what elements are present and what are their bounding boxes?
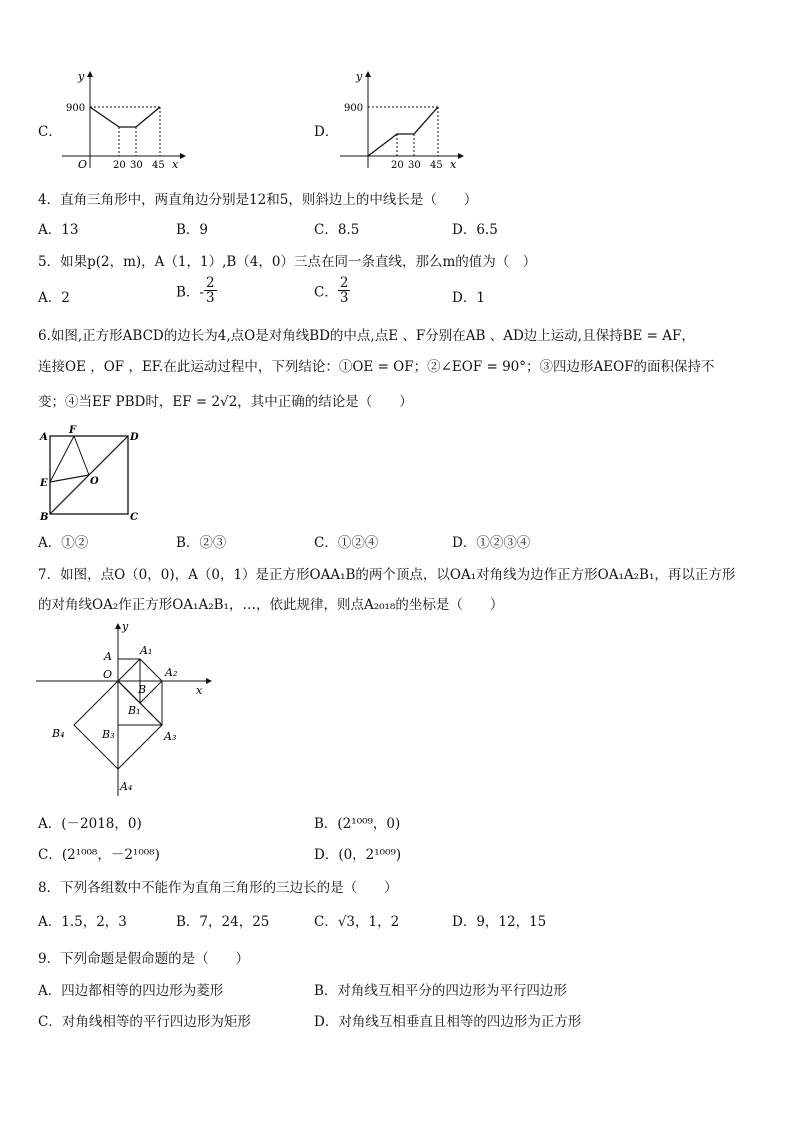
q4-option-b[interactable]: B．9 (176, 222, 209, 238)
q8-option-b[interactable]: B．7，24，25 (176, 914, 270, 930)
svg-text:900: 900 (344, 103, 364, 114)
q6-option-d[interactable]: D．①②③④ (452, 535, 531, 551)
q6-option-c[interactable]: C．①②④ (314, 535, 379, 551)
q3-option-c-label: C． (38, 124, 62, 140)
svg-text:C: C (130, 512, 138, 522)
svg-text:A₃: A₃ (164, 730, 177, 743)
q6-square-figure (38, 424, 148, 522)
svg-text:A₄: A₄ (120, 780, 133, 793)
q5-stem: 5．如果p(2，m)，A（1，1）,B（4，0）三点在同一条直线，那么m的值为（ ） (38, 254, 537, 270)
svg-text:B: B (40, 512, 49, 522)
q7-option-b[interactable]: B．(2¹⁰⁰⁹，0) (314, 816, 401, 832)
svg-text:E: E (40, 478, 48, 489)
svg-text:F: F (69, 425, 77, 436)
svg-text:A₂: A₂ (165, 666, 178, 679)
q9-option-c[interactable]: C．对角线相等的平行四边形为矩形 (38, 1014, 251, 1030)
svg-text:B₄: B₄ (52, 727, 65, 740)
q6-stem-line1: 6.如图,正方形ABCD的边长为4,点O是对角线BD的中点,点E 、F分别在AB 、AD边上运动,且保持BE = AF， (38, 328, 695, 344)
q4-stem: 4．直角三角形中，两直角边分别是12和5，则斜边上的中线长是（ ） (38, 192, 478, 208)
svg-text:y: y (356, 70, 363, 83)
q7-option-a[interactable]: A．(－2018，0) (38, 816, 142, 832)
svg-text:O: O (90, 476, 99, 487)
svg-text:A₁: A₁ (140, 644, 153, 657)
svg-text:20: 20 (391, 160, 404, 171)
svg-text:x: x (450, 158, 457, 171)
svg-text:B₃: B₃ (102, 728, 115, 741)
q8-stem: 8．下列各组数中不能作为直角三角形的三边长的是（ ） (38, 880, 398, 896)
q8-option-c[interactable]: C．√3，1，2 (314, 914, 400, 930)
q7-stem-line2: 的对角线OA₂作正方形OA₁A₂B₁，…，依此规律，则点A₂₀₁₈的坐标是（ ） (38, 597, 504, 613)
x-tick-45: 45 (152, 160, 165, 171)
q8-option-a[interactable]: A．1.5，2，3 (38, 914, 127, 930)
x-axis-label: x (172, 158, 179, 171)
svg-text:y: y (122, 620, 129, 633)
q4-option-d[interactable]: D．6.5 (452, 222, 498, 238)
q5-option-a[interactable]: A．2 (38, 290, 70, 306)
svg-text:B₁: B₁ (128, 704, 141, 717)
q7-option-c[interactable]: C．(2¹⁰⁰⁸，－2¹⁰⁰⁸) (38, 847, 160, 863)
q5-option-d[interactable]: D．1 (452, 290, 485, 306)
svg-text:30: 30 (408, 160, 421, 171)
q7-stem-line1: 7．如图，点O（0，0)，A（0，1）是正方形OAA₁B的两个顶点，以OA₁对角线为边作正方形OA₁A₂B₁，再以正方形 (38, 567, 736, 583)
q8-option-d[interactable]: D．9，12，15 (452, 914, 547, 930)
q4-option-a[interactable]: A．13 (38, 222, 79, 238)
q9-option-a[interactable]: A．四边都相等的四边形为菱形 (38, 983, 224, 999)
q4-option-c[interactable]: C．8.5 (314, 222, 360, 238)
q7-spiral-squares-figure (36, 618, 216, 798)
origin-label: O (78, 158, 88, 171)
q3-graph-d (338, 68, 468, 173)
q6-option-b[interactable]: B．②③ (176, 535, 227, 551)
q5-option-b[interactable]: B．- $\frac{2}{3}$ (176, 275, 215, 306)
x-tick-30: 30 (130, 160, 143, 171)
y-tick-900: 900 (66, 103, 86, 114)
q3-option-d-label: D． (314, 124, 339, 140)
svg-text:D: D (130, 432, 139, 443)
q9-option-d[interactable]: D．对角线互相垂直且相等的四边形为正方形 (314, 1014, 582, 1030)
q6-stem-line2: 连接OE ，OF ，EF.在此运动过程中，下列结论：①OE = OF；②∠EOF = 90°；③四边形AEOF的面积保持不 (38, 359, 715, 375)
svg-text:B: B (138, 683, 147, 696)
svg-text:A: A (40, 432, 48, 443)
svg-text:A: A (104, 650, 112, 663)
q5-option-c[interactable]: C． $\frac{2}{3}$ (314, 275, 349, 306)
q9-stem: 9．下列命题是假命题的是（ ） (38, 951, 250, 967)
q9-option-b[interactable]: B．对角线互相平分的四边形为平行四边形 (314, 983, 567, 999)
svg-text:x: x (196, 684, 203, 697)
x-tick-20: 20 (113, 160, 126, 171)
svg-text:O: O (103, 668, 113, 681)
q3-graph-c (60, 68, 190, 173)
q6-option-a[interactable]: A．①② (38, 535, 89, 551)
q7-option-d[interactable]: D．(0，2¹⁰⁰⁹) (314, 847, 402, 863)
y-axis-label: y (78, 70, 85, 83)
svg-text:45: 45 (430, 160, 443, 171)
q6-stem-line3: 变；④当EF PBD时，EF = 2√2，其中正确的结论是（ ） (38, 394, 413, 410)
